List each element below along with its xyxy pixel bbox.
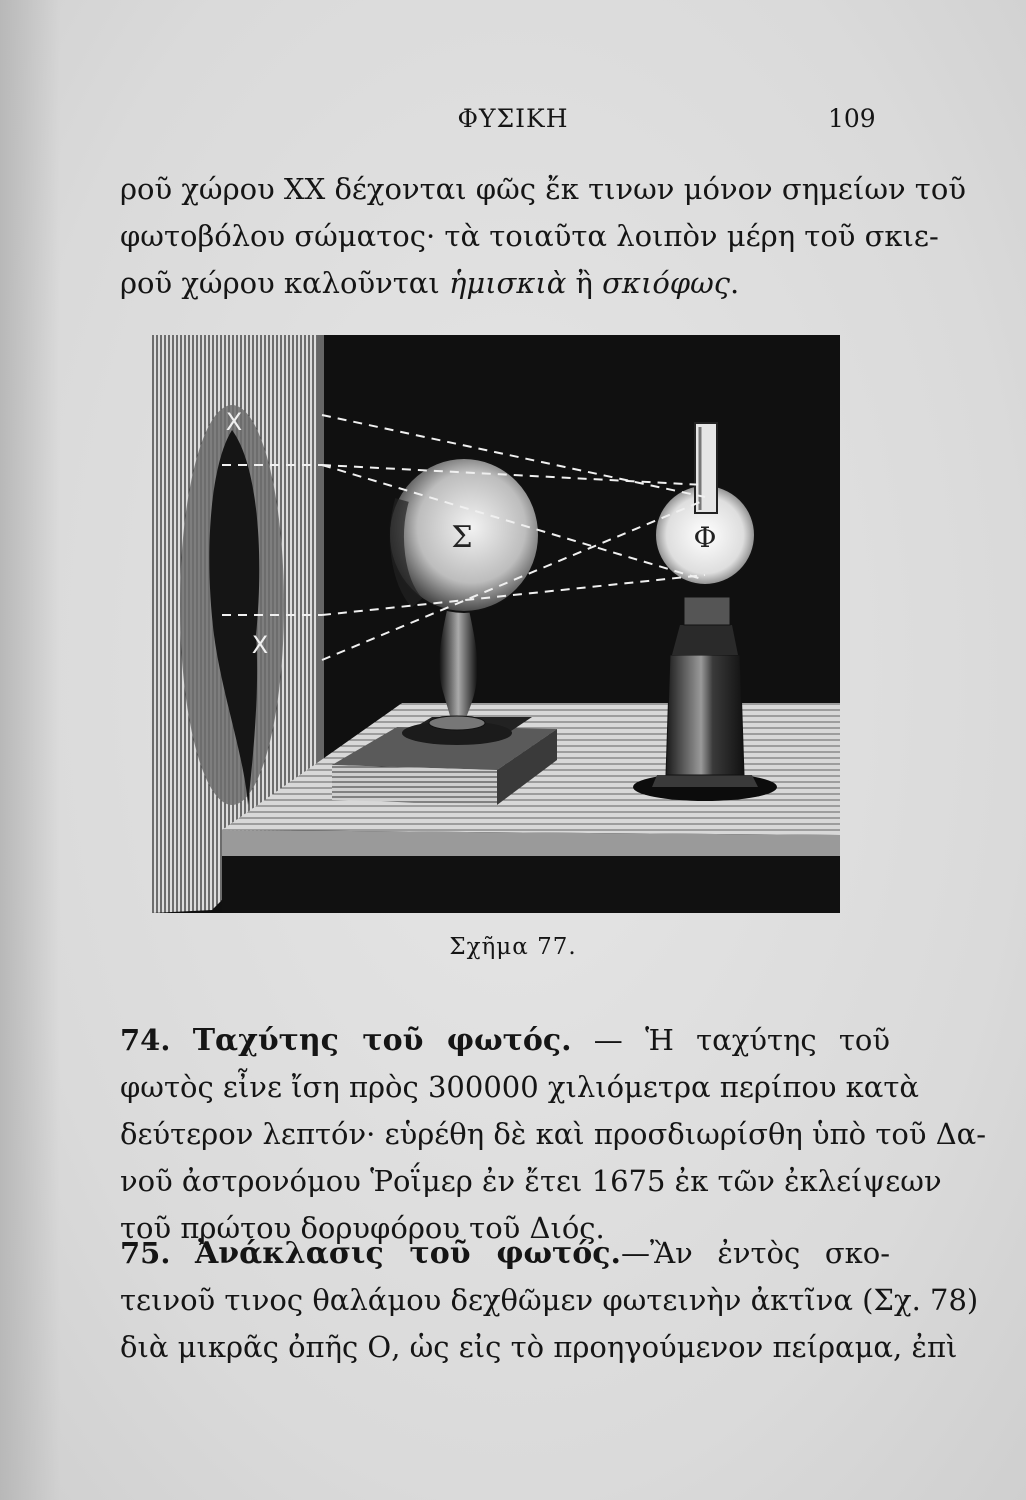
page-edge-shadow: [0, 0, 60, 1500]
text-span: —: [571, 1023, 646, 1057]
section-74: [120, 1017, 987, 1252]
opaque-sphere: [389, 458, 539, 612]
section-title: Ταχύτης τοῦ φωτός.: [192, 1023, 572, 1058]
section-number: 74.: [120, 1023, 171, 1057]
section-75: [120, 1230, 979, 1371]
section-number: 75.: [120, 1236, 171, 1270]
page-number: 109: [828, 104, 876, 133]
section-title: Ἀνάκλασις τοῦ φωτός.: [195, 1236, 621, 1271]
text-line: [120, 260, 890, 307]
sphere-label: Σ: [451, 520, 473, 555]
text-line: τεινοῦ τινος θαλάμου δεχθῶμεν φωτεινὴν ἀκτῖνα (Σχ. 78): [120, 1283, 979, 1317]
text-line: [120, 1230, 890, 1277]
running-title: ΦΥΣΙΚΗ: [457, 104, 569, 133]
text-span: ἢ: [566, 266, 603, 300]
text-line: διὰ μικρᾶς ὀπῆς Ο, ὡς εἰς τὸ προηγούμενον πείραμα, ἐπὶ: [120, 1330, 958, 1364]
text-line: φωτοβόλου σώματος· τὰ τοιαῦτα λοιπὸν μέρη τοῦ σκιε-: [120, 219, 939, 253]
term-hemishadow: ἡμισκιὰ: [448, 266, 567, 300]
text-line: [120, 1017, 890, 1064]
text-span: —: [620, 1236, 650, 1270]
lamp-label: Φ: [693, 521, 717, 554]
text-span: ροῦ χώρου καλοῦνται: [120, 266, 449, 300]
text-line: νοῦ ἀστρονόμου Ῥοΐμερ ἐν ἔτει 1675 ἐκ τῶν ἐκλείψεων: [120, 1164, 942, 1198]
shadow-label-top: X: [225, 408, 243, 436]
term-penumbra: σκιόφως: [602, 266, 730, 300]
text-line: τοῦ πρώτου δορυφόρου τοῦ Διός.: [120, 1211, 605, 1245]
engraving-figure-77: [152, 335, 840, 913]
text-span: Ἂν ἐντὸς σκο-: [649, 1236, 891, 1270]
figure-caption: Σχῆμα 77.: [449, 934, 577, 960]
text-line: ροῦ χώρου ΧΧ δέχονται φῶς ἔκ τινων μόνον σημείων τοῦ: [120, 172, 966, 206]
shadow-label-bottom: X: [251, 631, 269, 659]
text-line: φωτὸς εἶνε ἴση πρὸς 300000 χιλιόμετρα περίπου κατὰ: [120, 1070, 920, 1104]
text-span: .: [729, 266, 740, 300]
text-line: δεύτερον λεπτόν· εὑρέθη δὲ καὶ προσδιωρίσθη ὑπὸ τοῦ Δα-: [120, 1117, 987, 1151]
intro-paragraph: [120, 166, 966, 307]
text-span: Ἡ ταχύτης τοῦ: [645, 1023, 890, 1057]
